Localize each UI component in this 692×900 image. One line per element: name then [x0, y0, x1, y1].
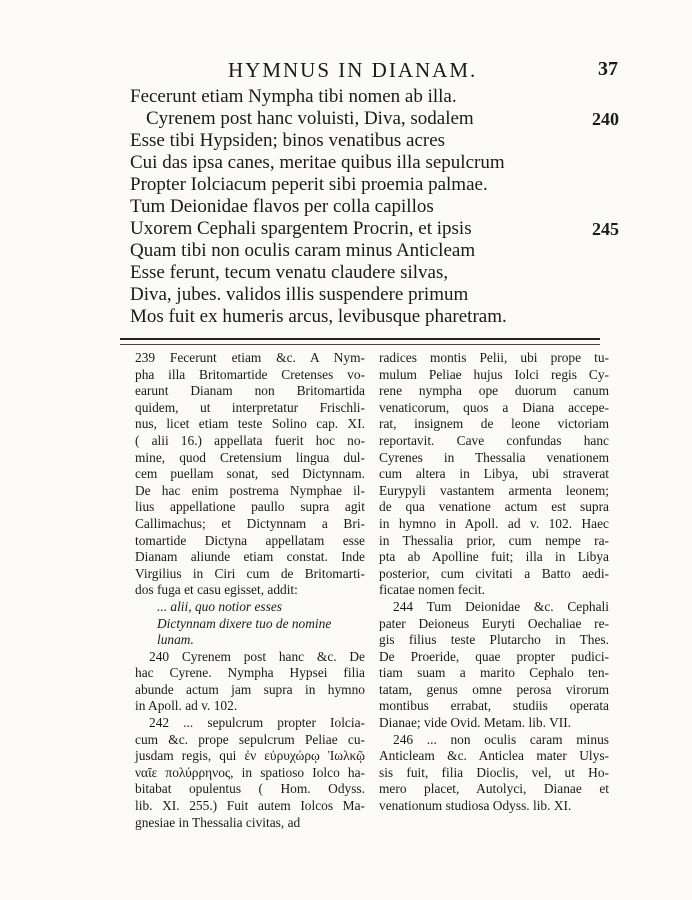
- commentary-line: lunam.: [157, 632, 194, 648]
- commentary-line: venaticorum, quos a Diana accepe-: [379, 399, 609, 415]
- verse-line: [0, 152, 692, 174]
- commentary-line: Dianam aliunde etiam constat. Inde: [135, 549, 365, 565]
- commentary-line: tomartide Dictyna appellatam esse: [135, 532, 365, 548]
- page-number: 37: [598, 58, 618, 80]
- commentary-line: Cyrenes in Thessalia venationem: [379, 449, 609, 465]
- verse-text: Mos fuit ex humeris arcus, levibusque pharetram.: [130, 306, 507, 327]
- verse-line: [0, 86, 692, 108]
- verse-line: [0, 284, 692, 306]
- commentary-line: Dictynnam dixere tuo de nomine: [157, 615, 332, 631]
- verse-line: [0, 108, 692, 130]
- commentary-line: rene nympha ope duorum canum: [379, 383, 609, 399]
- commentary-line: in Thessalia prior, cum nempe ra-: [379, 532, 609, 548]
- commentary-column-right: [379, 350, 609, 815]
- commentary-line: lius appellatione paullo supra agit: [135, 499, 365, 515]
- commentary-line: hac Cyrene. Nympha Hypsei filia: [135, 665, 365, 681]
- commentary-line: posterior, cum civitati a Batto aedi-: [379, 565, 609, 581]
- verse-text: Quam tibi non oculis caram minus Anticleam: [130, 240, 476, 261]
- verse-line: [0, 262, 692, 284]
- commentary-line: Dianae; vide Ovid. Metam. lib. VII.: [379, 715, 572, 731]
- commentary-line: abunde actum jam supra in hymno: [135, 681, 365, 697]
- commentary-line: montibus errabat, studiis operata: [379, 698, 609, 714]
- commentary-line: in hymno in Apoll. ad v. 102. Haec: [379, 515, 609, 531]
- commentary-line: Eurypyli vastantem armenta leonem;: [379, 482, 609, 498]
- commentary-line: gnesiae in Thessalia civitas, ad: [135, 814, 301, 830]
- verse-line: [0, 240, 692, 262]
- commentary-line: quidem, ut interpretatur Frischli-: [135, 399, 365, 415]
- commentary-line: tatam, genus omne perosa virorum: [379, 681, 609, 697]
- verse-text: Diva, jubes. validos illis suspendere primum: [130, 284, 469, 305]
- commentary-line: tiam suam a marito Cephalo ten-: [379, 665, 609, 681]
- commentary-line: jusdam regis, qui ἐν εὐρυχώρῳ Ἰωλκῷ: [135, 748, 365, 764]
- commentary-line: ( alii 16.) appellata fuerit hoc no-: [135, 432, 365, 448]
- verse-text: Propter Iolciacum peperit sibi proemia palmae.: [130, 174, 488, 195]
- verse-line: [0, 218, 692, 240]
- commentary-line: pha illa Britomartide Cretenses vo-: [135, 366, 365, 382]
- commentary-line: 242 ... sepulcrum propter Iolcia-: [149, 715, 365, 731]
- poem-verses: [0, 86, 692, 328]
- commentary-line: lib. XI. 255.) Fuit autem Iolcos Ma-: [135, 798, 365, 814]
- commentary-line: dos fuga et casu egisset, addit:: [135, 582, 298, 598]
- commentary-line: gis filius teste Plutarcho in Thes.: [379, 632, 609, 648]
- commentary-line: de qua venatione actum est supra: [379, 499, 609, 515]
- commentary-line: pater Deioneus Euryti Oechaliae re-: [379, 615, 609, 631]
- verse-text: Esse tibi Hypsiden; binos venatibus acres: [130, 130, 446, 151]
- commentary-line: earunt Dianam non Britomartida: [135, 383, 365, 399]
- commentary-line: radices montis Pelii, ubi prope tu-: [379, 350, 609, 365]
- commentary-line: De hac enim postrema Nymphae il-: [135, 482, 365, 498]
- commentary-line: rat, insignem de leone victoriam: [379, 416, 609, 432]
- commentary-line: ναῖε πολύρρηνος, in spatioso Iolco ha-: [135, 764, 365, 780]
- commentary-line: De Proeride, quae propter pudici-: [379, 648, 609, 664]
- verse-text: Cui das ipsa canes, meritae quibus illa sepulcrum: [130, 152, 505, 173]
- commentary-column-left: [135, 350, 365, 831]
- footnote-divider: [120, 338, 600, 345]
- commentary-line: ... alii, quo notior esses: [157, 598, 282, 614]
- commentary-line: 240 Cyrenem post hanc &c. De: [149, 648, 365, 664]
- commentary-line: pta ab Apolline fuit; illa in Libya: [379, 549, 609, 565]
- commentary-line: 244 Tum Deionidae &c. Cephali: [393, 598, 609, 614]
- commentary-line: 246 ... non oculis caram minus: [393, 731, 609, 747]
- commentary-line: 239 Fecerunt etiam &c. A Nym-: [135, 350, 365, 365]
- verse-text: Uxorem Cephali spargentem Procrin, et ipsis: [130, 218, 472, 239]
- page-header: [0, 58, 692, 84]
- commentary-line: ficatae nomen fecit.: [379, 582, 485, 598]
- commentary-line: cum altera in Libya, ubi straverat: [379, 466, 609, 482]
- verse-text: Esse ferunt, tecum venatu claudere silvas,: [130, 262, 449, 283]
- verse-line: [0, 174, 692, 196]
- commentary-line: mine, quod Cretensium lingua dul-: [135, 449, 365, 465]
- commentary-line: cem puellam sonat, sed Dictynnam.: [135, 466, 365, 482]
- commentary-line: mero placet, Autolyci, Dianae et: [379, 781, 609, 797]
- verse-number: 245: [592, 219, 619, 239]
- commentary-line: cum &c. prope sepulcrum Peliae cu-: [135, 731, 365, 747]
- verse-line: [0, 130, 692, 152]
- commentary-line: bitabat opulentus ( Hom. Odyss.: [135, 781, 365, 797]
- commentary-line: sis fuit, filia Dioclis, vel, ut Ho-: [379, 764, 609, 780]
- commentary-line: venationum studiosa Odyss. lib. XI.: [379, 798, 572, 814]
- verse-text: Cyrenem post hanc voluisti, Diva, sodalem: [146, 108, 474, 129]
- commentary-line: Callimachus; et Dictynnam a Bri-: [135, 515, 365, 531]
- commentary-line: mulum Peliae hujus Iolci regis Cy-: [379, 366, 609, 382]
- verse-text: Tum Deionidae flavos per colla capillos: [130, 196, 434, 217]
- verse-number: 240: [592, 109, 619, 129]
- verse-line: [0, 306, 692, 328]
- verse-text: Fecerunt etiam Nympha tibi nomen ab illa.: [130, 86, 457, 107]
- commentary-line: Virgilius in Ciri cum de Britomarti-: [135, 565, 365, 581]
- commentary-line: Anticleam &c. Anticlea mater Ulys-: [379, 748, 609, 764]
- verse-line: [0, 196, 692, 218]
- commentary-line: in Apoll. ad v. 102.: [135, 698, 238, 714]
- commentary-line: reportavit. Cave confundas hanc: [379, 432, 609, 448]
- running-title: HYMNUS IN DIANAM.: [228, 58, 478, 82]
- commentary-line: nus, licet etiam teste Solino cap. XI.: [135, 416, 365, 432]
